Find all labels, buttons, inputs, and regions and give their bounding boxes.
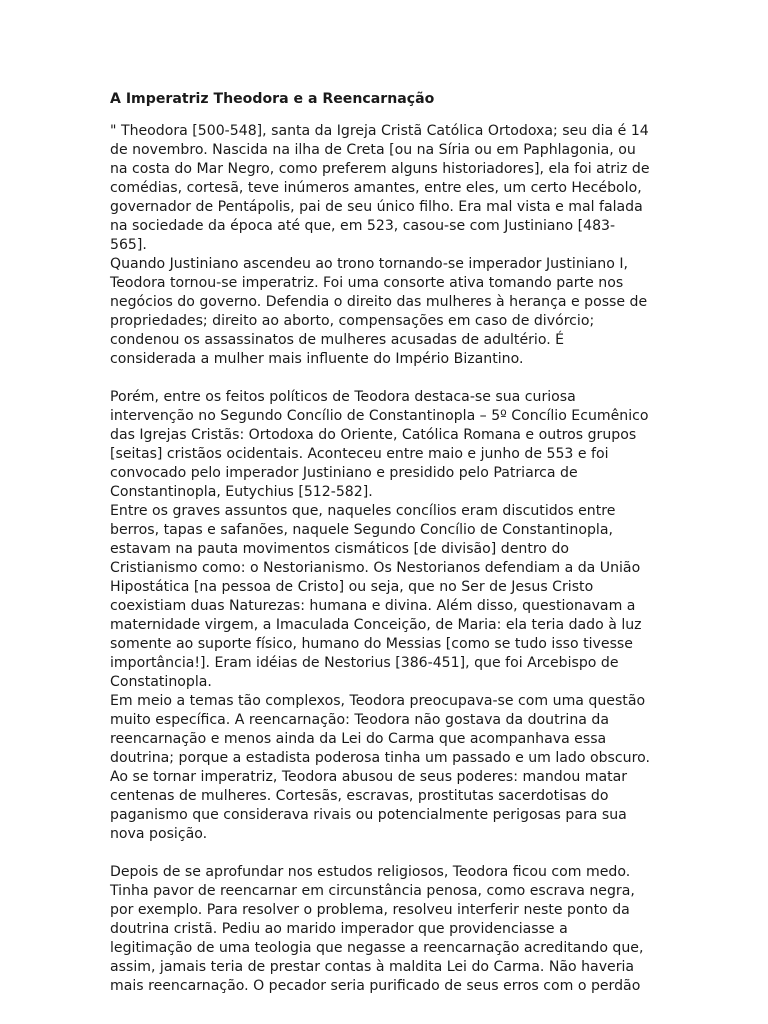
text-line: Cristianismo como: o Nestorianismo. Os Nestorianos defendiam a da União <box>110 560 641 576</box>
text-line: doutrina cristã. Pediu ao marido imperador que providenciasse a <box>110 921 568 937</box>
text-line: berros, tapas e safanões, naquele Segundo Concílio de Constantinopla, <box>110 522 613 538</box>
text-line: negócios do governo. Defendia o direito das mulheres à herança e posse de <box>110 294 648 310</box>
text-line: Tinha pavor de reencarnar em circunstância penosa, como escrava negra, <box>110 883 635 899</box>
text-line: por exemplo. Para resolver o problema, resolveu interferir neste ponto da <box>110 902 630 918</box>
text-line: somente ao suporte físico, humano do Messias [como se tudo isso tivesse <box>110 636 633 652</box>
text-line: centenas de mulheres. Cortesãs, escravas, prostitutas sacerdotisas do <box>110 788 609 804</box>
text-line: condenou os assassinatos de mulheres acusadas de adultério. É <box>110 332 565 348</box>
text-line: [seitas] cristãos ocidentais. Aconteceu entre maio e junho de 553 e foi <box>110 446 609 462</box>
paragraph-gap <box>110 844 660 863</box>
text-line: comédias, cortesã, teve inúmeros amantes, entre eles, um certo Hecébolo, <box>110 180 642 196</box>
text-line: maternidade virgem, a Imaculada Conceição, de Maria: ela teria dado à luz <box>110 617 642 633</box>
text-line: 565]. <box>110 237 147 253</box>
text-line: paganismo que considerava rivais ou potencialmente perigosas para sua <box>110 807 627 823</box>
text-line: mais reencarnação. O pecador seria purificado de seus erros com o perdão <box>110 978 641 994</box>
text-line: Constantinopla, Eutychius [512-582]. <box>110 484 373 500</box>
text-line: das Igrejas Cristãs: Ortodoxa do Oriente, Católica Romana e outros grupos <box>110 427 637 443</box>
text-line: Em meio a temas tão complexos, Teodora preocupava-se com uma questão <box>110 693 646 709</box>
paragraph <box>110 863 660 996</box>
text-line: muito específica. A reencarnação: Teodora não gostava da doutrina da <box>110 712 609 728</box>
text-line: estavam na pauta movimentos cismáticos [de divisão] dentro do <box>110 541 570 557</box>
text-line: legitimação de uma teologia que negasse a reencarnação acreditando que, <box>110 940 644 956</box>
text-line: doutrina; porque a estadista poderosa tinha um passado e um lado obscuro. <box>110 750 650 766</box>
text-line: assim, jamais teria de prestar contas à maldita Lei do Carma. Não haveria <box>110 959 635 975</box>
text-line: de novembro. Nascida na ilha de Creta [ou na Síria ou em Paphlagonia, ou <box>110 142 636 158</box>
document-title: A Imperatriz Theodora e a Reencarnação <box>110 91 435 107</box>
text-line: Depois de se aprofundar nos estudos religiosos, Teodora ficou com medo. <box>110 864 631 880</box>
text-line: Teodora tornou-se imperatriz. Foi uma consorte ativa tomando parte nos <box>110 275 624 291</box>
text-line: reencarnação e menos ainda da Lei do Carma que acompanhava essa <box>110 731 607 747</box>
document-body <box>110 122 660 996</box>
text-line: Constatinopla. <box>110 674 212 690</box>
text-line: Ao se tornar imperatriz, Teodora abusou de seus poderes: mandou matar <box>110 769 628 785</box>
paragraph <box>110 388 660 844</box>
text-line: convocado pelo imperador Justiniano e presidido pelo Patriarca de <box>110 465 578 481</box>
text-line: governador de Pentápolis, pai de seu único filho. Era mal vista e mal falada <box>110 199 643 215</box>
paragraph-gap <box>110 369 660 388</box>
text-line: Hipostática [na pessoa de Cristo] ou seja, que no Ser de Jesus Cristo <box>110 579 594 595</box>
text-line: coexistiam duas Naturezas: humana e divina. Além disso, questionavam a <box>110 598 636 614</box>
document-page <box>110 90 660 996</box>
text-line: na sociedade da época até que, em 523, casou-se com Justiniano [483- <box>110 218 616 234</box>
text-line: intervenção no Segundo Concílio de Constantinopla – 5º Concílio Ecumênico <box>110 408 649 424</box>
text-line: propriedades; direito ao aborto, compensações em caso de divórcio; <box>110 313 595 329</box>
text-line: importância!]. Eram idéias de Nestorius [386-451], que foi Arcebispo de <box>110 655 619 671</box>
text-line: considerada a mulher mais influente do Império Bizantino. <box>110 351 524 367</box>
text-line: Quando Justiniano ascendeu ao trono tornando-se imperador Justiniano I, <box>110 256 628 272</box>
text-line: Entre os graves assuntos que, naqueles concílios eram discutidos entre <box>110 503 616 519</box>
paragraph <box>110 122 660 369</box>
text-line: na costa do Mar Negro, como preferem alguns historiadores], ela foi atriz de <box>110 161 650 177</box>
text-line: " Theodora [500-548], santa da Igreja Cristã Católica Ortodoxa; seu dia é 14 <box>110 123 649 139</box>
text-line: Porém, entre os feitos políticos de Teodora destaca-se sua curiosa <box>110 389 576 405</box>
text-line: nova posição. <box>110 826 208 842</box>
